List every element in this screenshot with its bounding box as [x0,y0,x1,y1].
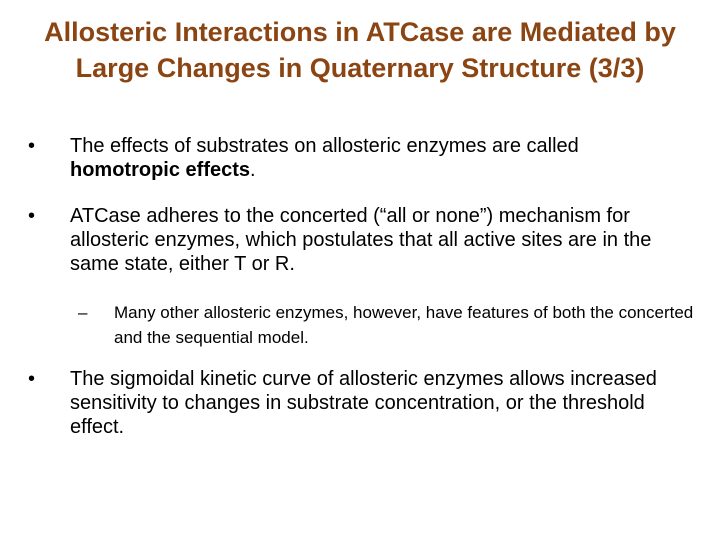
bullet-dot: • [28,368,36,390]
sub-bullet-text: Many other allosteric enzymes, however, have features of both the concerted and the sequential model. [114,303,694,347]
bullet-dot: • [28,205,36,227]
bullet-text-start: The effects of substrates on allosteric enzymes are called [70,135,579,157]
bullet-item-sigmoidal [28,367,688,439]
sub-bullet-dash: – [78,303,88,322]
bullet-text [70,134,688,182]
slide-title: Allosteric Interactions in ATCase are Mediated by Large Changes in Quaternary Structure (3/3) [44,17,676,83]
bullet-text: ATCase adheres to the concerted (“all or none”) mechanism for allosteric enzymes, which postulates that all active sites are in the same state, either T or R. [70,205,652,275]
sub-bullet-item-sequential [78,300,698,350]
bullet-bold-term: homotropic effects [70,159,251,181]
bullet-dot: • [28,135,36,157]
bullet-item-concerted [28,204,688,276]
bullet-text: The sigmoidal kinetic curve of allosteric enzymes allows increased sensitivity to changes in substrate concentration, or the threshold effect. [70,368,657,438]
bullet-text-end: . [250,159,256,181]
bullet-item-homotropic [28,134,688,182]
